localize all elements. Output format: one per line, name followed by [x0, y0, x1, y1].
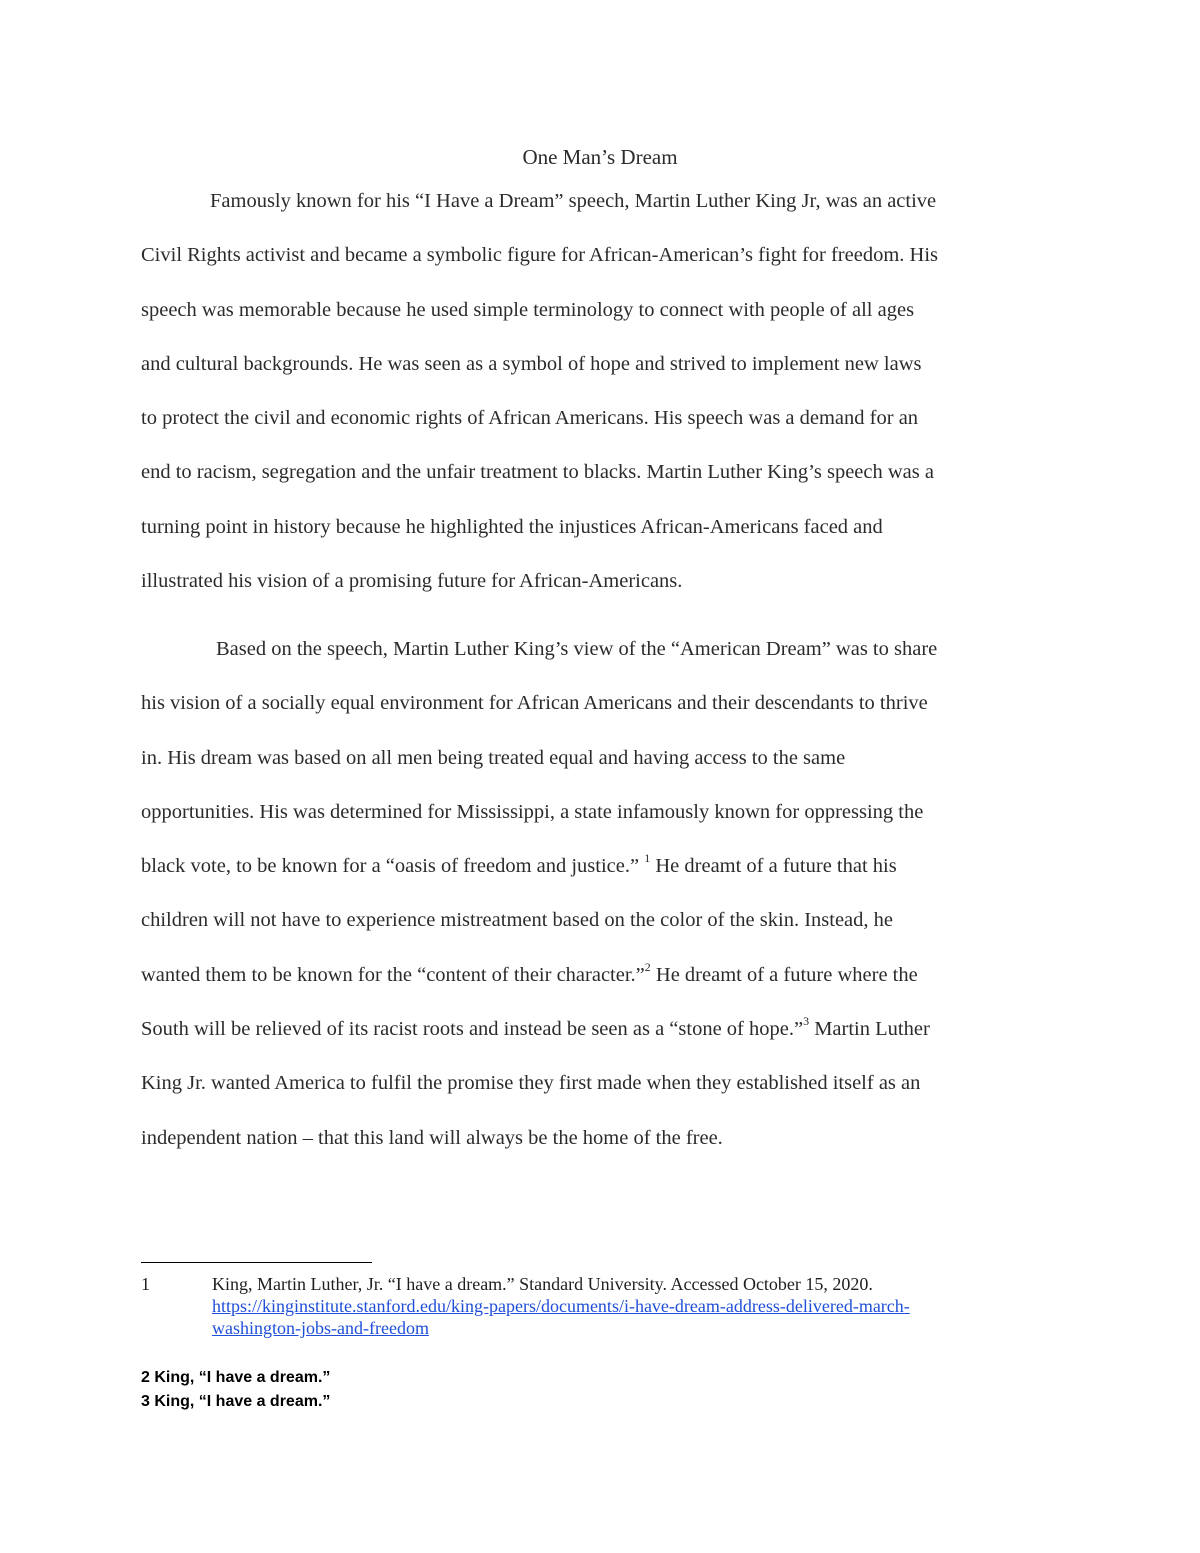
footnote-3: 3 King, “I have a dream.”	[141, 1393, 331, 1410]
line-text: He dreamt of a future where the	[650, 963, 918, 986]
paragraph-line: King Jr. wanted America to fulfil the promise they first made when they established itself as an	[141, 1072, 921, 1095]
paragraph-line: in. His dream was based on all men being treated equal and having access to the same	[141, 746, 846, 769]
paragraph-line: illustrated his vision of a promising future for African-Americans.	[141, 570, 683, 593]
footnote-link[interactable]: washington-jobs-and-freedom	[212, 1318, 429, 1338]
line-text: He dreamt of a future that his	[650, 855, 897, 878]
paragraph-line	[141, 1002, 1061, 1056]
paragraph-line: end to racism, segregation and the unfair treatment to blacks. Martin Luther King’s speech was a	[141, 461, 934, 484]
paragraph-line: independent nation – that this land will always be the home of the free.	[141, 1126, 723, 1149]
footnote-separator	[141, 1262, 372, 1263]
paragraph-line: turning point in history because he highlighted the injustices African-Americans faced and	[141, 515, 883, 538]
footnote-2: 2 King, “I have a dream.”	[141, 1369, 331, 1386]
paragraph-line: his vision of a socially equal environment for African Americans and their descendants to thrive	[141, 692, 928, 715]
paragraph-line	[141, 948, 1061, 1002]
paragraph-line	[141, 839, 1061, 893]
paragraph-1	[141, 174, 1061, 608]
line-text: South will be relieved of its racist roots and instead be seen as a “stone of hope.”	[141, 1018, 804, 1041]
paragraph-line: Civil Rights activist and became a symbolic figure for African-American’s fight for freedom. His	[141, 244, 938, 267]
paragraph-line: opportunities. His was determined for Mississippi, a state infamously known for oppressing the	[141, 800, 924, 823]
paragraph-line: Famously known for his “I Have a Dream” speech, Martin Luther King Jr, was an active	[210, 190, 937, 212]
footnote-link[interactable]: https://kinginstitute.stanford.edu/king-papers/documents/i-have-dream-address-delivered-march-	[212, 1296, 910, 1316]
line-text: Martin Luther	[809, 1018, 930, 1041]
footnote-number: 1	[141, 1274, 150, 1294]
footnote-ref-1[interactable]: 1	[644, 851, 651, 866]
footnote-citation: King, Martin Luther, Jr. “I have a dream.” Standard University. Accessed October 15, 2020.	[212, 1274, 873, 1294]
paragraph-line: Based on the speech, Martin Luther King’s view of the “American Dream” was to share	[216, 638, 938, 660]
footnote-ref-2[interactable]: 2	[644, 959, 651, 974]
paragraph-line: and cultural backgrounds. He was seen as a symbol of hope and strived to implement new laws	[141, 352, 922, 375]
footnote-ref-3[interactable]: 3	[803, 1014, 810, 1029]
footnote-content	[212, 1273, 1032, 1339]
paragraph-line: speech was memorable because he used simple terminology to connect with people of all ages	[141, 298, 915, 321]
line-text: wanted them to be known for the “content of their character.”	[141, 963, 645, 986]
line-text: black vote, to be known for a “oasis of freedom and justice.”	[141, 855, 645, 878]
document-title: One Man’s Dream	[522, 145, 678, 169]
paragraph-line: children will not have to experience mistreatment based on the color of the skin. Instead, he	[141, 909, 893, 932]
paragraph-line: to protect the civil and economic rights of African Americans. His speech was a demand for an	[141, 407, 919, 430]
paragraph-2	[141, 622, 1061, 1165]
